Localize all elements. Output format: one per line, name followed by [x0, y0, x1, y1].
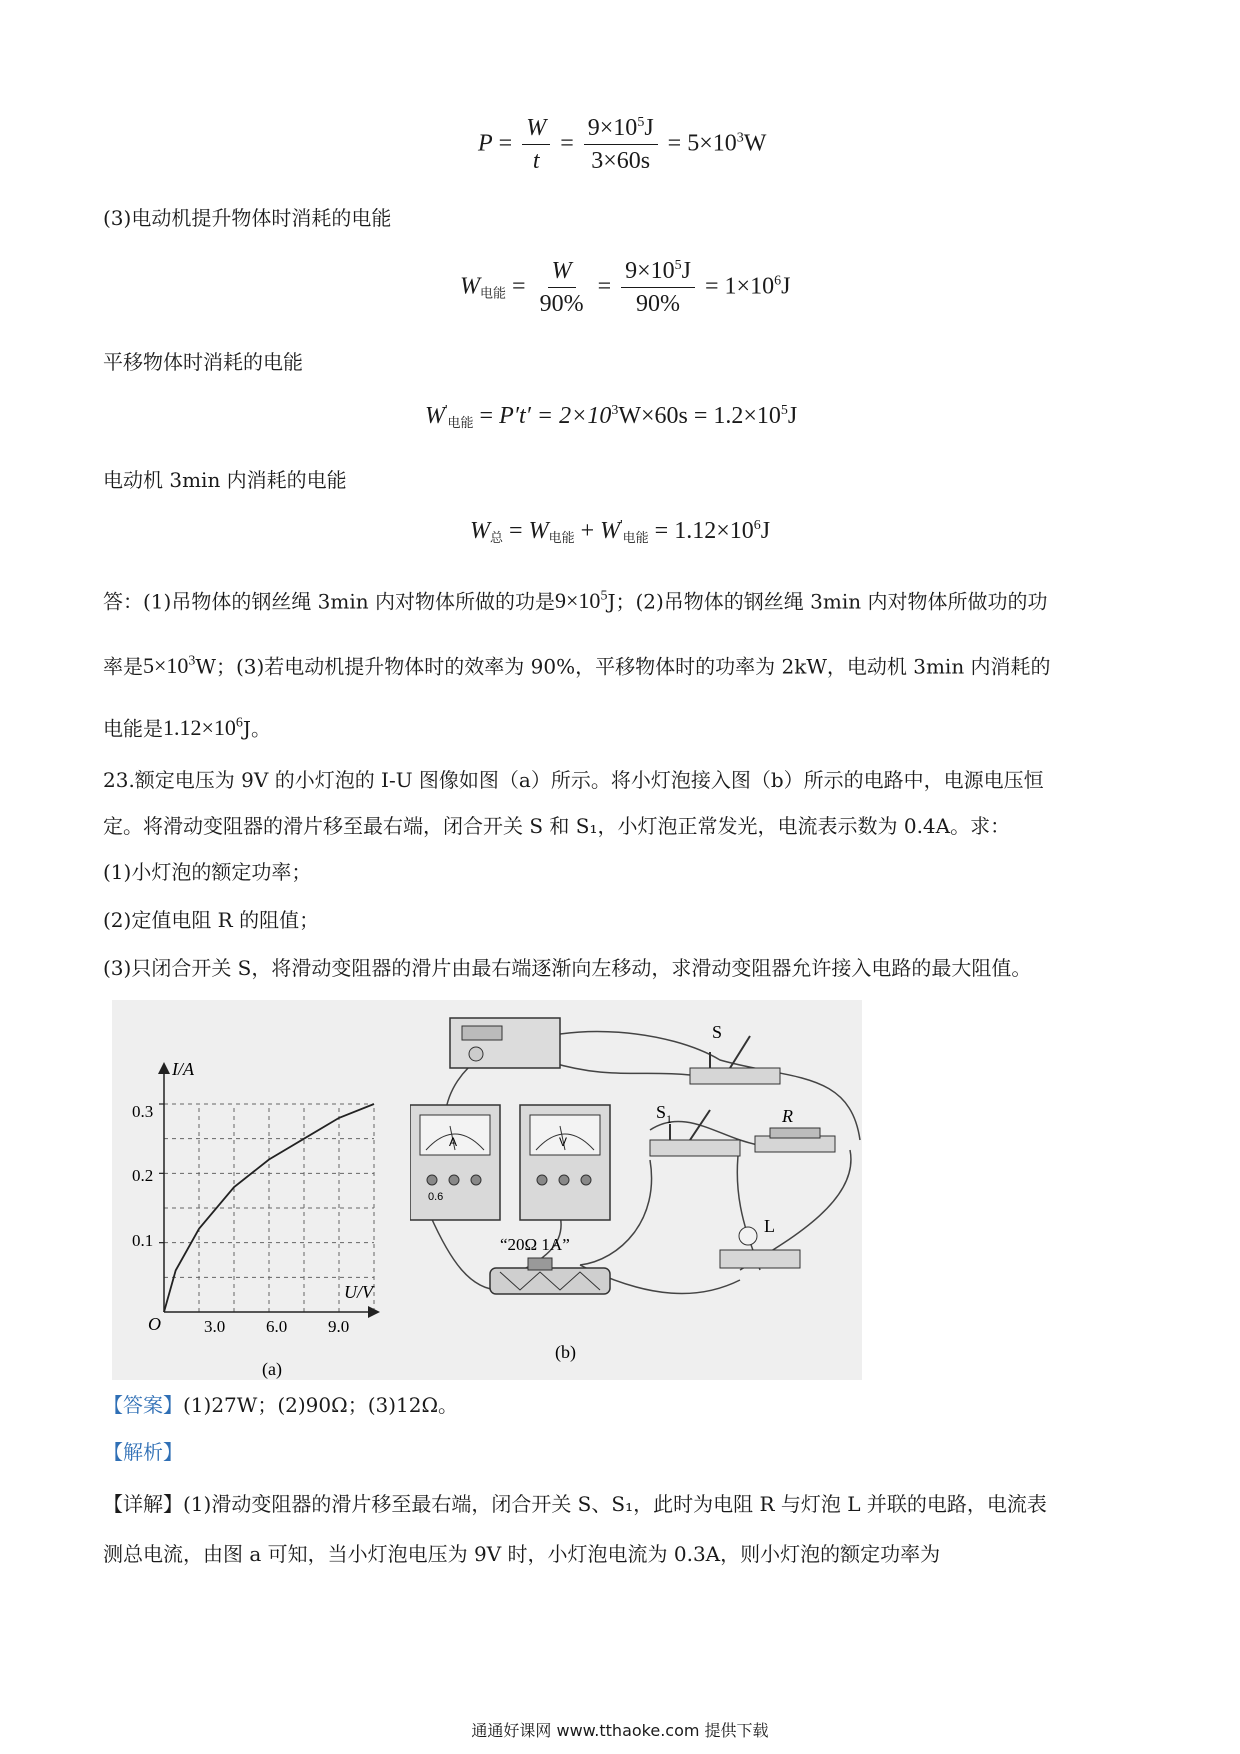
caption-b: (b): [555, 1342, 576, 1362]
formula-w-total: $W_总 = W_{电能} + W'_{电能} = 1.12\times 10^6J$: [470, 518, 771, 546]
voltmeter-symbol: V: [559, 1135, 568, 1149]
x-tick-3.0: 3.0: [204, 1317, 226, 1336]
resistor-label: R: [782, 1106, 793, 1126]
lamp-label: L: [764, 1216, 775, 1236]
y-tick-0.1: 0.1: [132, 1231, 154, 1250]
answer-line-2: 率是$5\times 10^3W$；(3)若电动机提升物体时的效率为 90%，平移物体时的功率为 2kW，电动机 3min 内消耗的: [103, 653, 1051, 679]
text-l3-intro: (3)电动机提升物体时消耗的电能: [103, 206, 392, 230]
ammeter-symbol: A: [449, 1135, 458, 1149]
text-total-intro: 电动机 3min 内消耗的电能: [103, 468, 347, 492]
answer-line-1: 答：(1)吊物体的钢丝绳 3min 内对物体所做的功是$9\times 10^5J$；(2)吊物体的钢丝绳 3min 内对物体所做功的功: [103, 588, 1048, 614]
fraction: $\frac{W}{t}$: [522, 115, 550, 175]
answer-section: [103, 1395, 458, 1415]
x-tick-9.0: 9.0: [328, 1317, 350, 1336]
lamp-l: [720, 1227, 800, 1268]
y-axis-label: I/A: [172, 1059, 194, 1079]
y-tick-0.2: 0.2: [132, 1166, 154, 1185]
origin-label: O: [148, 1314, 161, 1334]
switch-s1-label: $S_1$: [656, 1102, 673, 1126]
answer-text: (1)27W；(2)90Ω；(3)12Ω。: [183, 1393, 459, 1417]
x-axis-label: U/V: [344, 1282, 373, 1302]
voltmeter: [520, 1105, 610, 1220]
answer-label: 【答案】: [103, 1393, 183, 1417]
meter-terminal-label: 0.6: [428, 1191, 444, 1203]
q23-line-2: 定。将滑动变阻器的滑片移至最右端，闭合开关 S 和 S₁，小灯泡正常发光，电流表示数为 0.4A。求：: [103, 814, 1011, 838]
formula-w-electric-prime: $W'_{电能} = P't' = 2\times 10^3W\times 60s = 1.2\times 10^5J$: [425, 403, 798, 431]
detail-line-2: 测总电流，由图 a 可知，当小灯泡电压为 9V 时，小灯泡电流为 0.3A，则小灯泡的额定功率为: [103, 1542, 941, 1566]
detail-line-1: 【详解】(1)滑动变阻器的滑片移至最右端，闭合开关 S、S₁，此时为电阻 R 与灯泡 L 并联的电路，电流表: [103, 1492, 1047, 1516]
formula-symbol: P: [478, 130, 493, 157]
switch-s: [690, 1036, 780, 1084]
grid-lines: [164, 1104, 374, 1312]
switch-s-label: S: [712, 1022, 723, 1042]
circuit-b: [410, 1000, 862, 1380]
ammeter: [410, 1105, 500, 1220]
caption-a: (a): [262, 1359, 282, 1379]
detail-label: 【详解】: [103, 1492, 183, 1516]
q23-question-3: (3)只闭合开关 S，将滑动变阻器的滑片由最右端逐渐向左移动，求滑动变阻器允许接入电路的最大阻值。: [103, 956, 1032, 980]
q23-question-2: (2)定值电阻 R 的阻值；: [103, 908, 320, 932]
formula-w-electric: $W_{电能}$ = $\frac{W}{90\%}$ = $\frac{9\times 10^5J}{90\%}$ = $1\times 10^6J$: [460, 258, 791, 318]
q23-line-1: 23.额定电压为 9V 的小灯泡的 I-U 图像如图（a）所示。将小灯泡接入图（b）所示的电路中，电源电压恒: [103, 768, 1044, 792]
text-translate-intro: 平移物体时消耗的电能: [103, 350, 303, 374]
formula-power: P = $\frac{W}{t}$ = $\frac{9\times 10^5J}{3\times 60s}$ = $5\times 10^3W$: [478, 115, 767, 175]
fraction: $\frac{9\times 10^5J}{3\times 60s}$: [584, 115, 658, 175]
x-tick-6.0: 6.0: [266, 1317, 288, 1336]
resistor-r: [755, 1128, 835, 1152]
analysis-label: 【解析】: [103, 1440, 183, 1464]
q23-question-1: (1)小灯泡的额定功率；: [103, 860, 312, 884]
fraction: $\frac{9\times 10^5J}{90\%}$: [621, 258, 695, 318]
power-supply: [450, 1018, 560, 1068]
y-tick-0.3: 0.3: [132, 1102, 154, 1121]
rheostat: [490, 1258, 610, 1294]
fraction: $\frac{W}{90\%}$: [539, 258, 584, 318]
rheostat-label: “20Ω 1A”: [500, 1235, 570, 1254]
answer-line-3: 电能是$1.12\times 10^6J$。: [103, 715, 271, 741]
graph-a: [112, 1040, 392, 1380]
page-footer: 通通好课网 www.tthaoke.com 提供下载: [471, 1721, 769, 1740]
